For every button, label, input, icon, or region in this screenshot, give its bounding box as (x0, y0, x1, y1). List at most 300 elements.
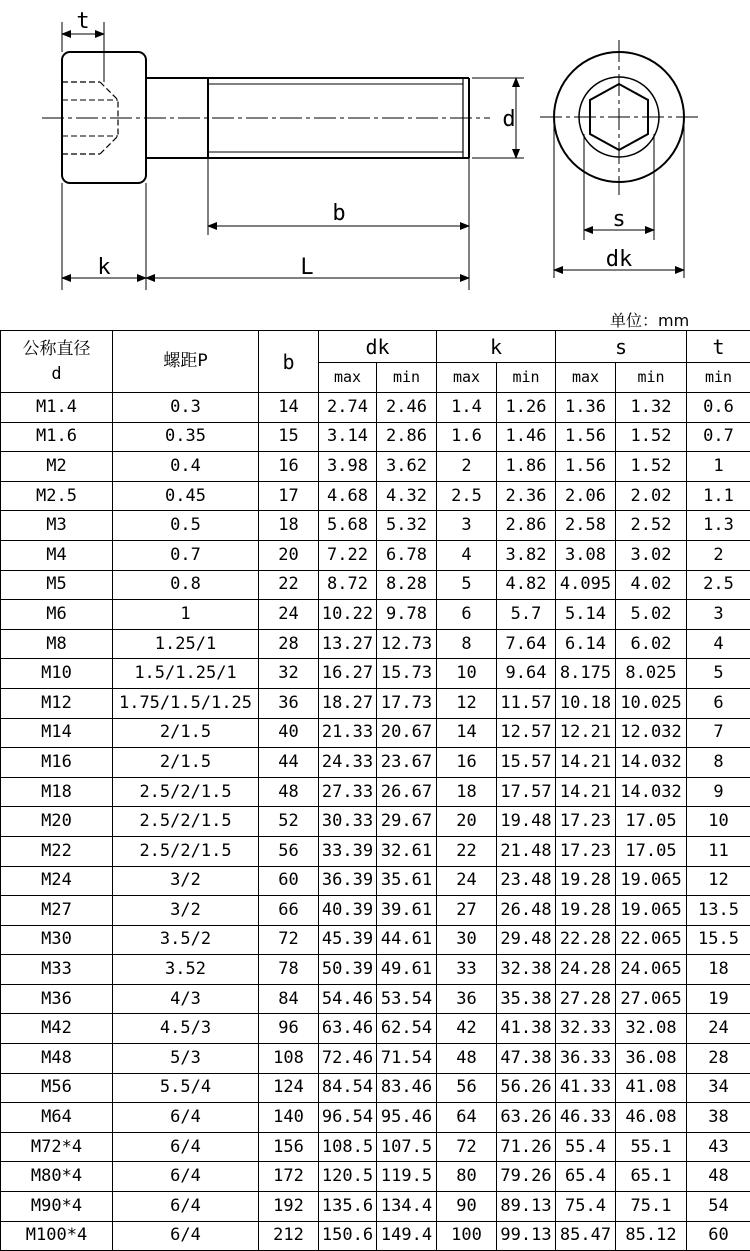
cell-s-max: 41.33 (556, 1073, 616, 1103)
cell-s-max: 3.08 (556, 540, 616, 570)
cell-b: 24 (259, 600, 319, 630)
cell-b: 17 (259, 481, 319, 511)
cell-k-min: 35.38 (497, 984, 556, 1014)
table-row (1, 836, 750, 866)
cell-size: M12 (1, 688, 113, 718)
table-row (1, 1014, 750, 1044)
cell-b: 78 (259, 955, 319, 985)
cell-size: M2 (1, 452, 113, 482)
cell-dk-max: 72.46 (319, 1044, 377, 1074)
table-row (1, 925, 750, 955)
cell-size: M33 (1, 955, 113, 985)
cell-t-min: 24 (687, 1014, 750, 1044)
cell-dk-min: 32.61 (377, 836, 437, 866)
cell-dk-min: 4.32 (377, 481, 437, 511)
spec-table (0, 330, 750, 1251)
table-row (1, 540, 750, 570)
cell-k-max: 5 (437, 570, 497, 600)
cell-k-min: 9.64 (497, 659, 556, 689)
dim-label-t: t (76, 9, 89, 34)
table-row (1, 748, 750, 778)
cell-pitch: 3.5/2 (113, 925, 259, 955)
cell-dk-min: 12.73 (377, 629, 437, 659)
cell-size: M2.5 (1, 481, 113, 511)
table-row (1, 452, 750, 482)
cell-k-min: 79.26 (497, 1162, 556, 1192)
cell-s-max: 1.56 (556, 422, 616, 452)
cell-k-min: 2.36 (497, 481, 556, 511)
subheader-k-max: max (437, 363, 497, 393)
header-nominal (1, 331, 113, 393)
cell-k-min: 32.38 (497, 955, 556, 985)
cell-pitch: 4.5/3 (113, 1014, 259, 1044)
table-row (1, 1132, 750, 1162)
cell-k-max: 27 (437, 896, 497, 926)
cell-dk-min: 49.61 (377, 955, 437, 985)
cell-k-max: 12 (437, 688, 497, 718)
cell-b: 124 (259, 1073, 319, 1103)
cell-dk-min: 62.54 (377, 1014, 437, 1044)
cell-dk-max: 33.39 (319, 836, 377, 866)
cell-b: 52 (259, 807, 319, 837)
subheader-s-max: max (556, 363, 616, 393)
cell-pitch: 6/4 (113, 1162, 259, 1192)
table-row (1, 422, 750, 452)
header-nominal-label: 公称直径 (23, 339, 91, 359)
cell-pitch: 0.45 (113, 481, 259, 511)
cell-size: M3 (1, 511, 113, 541)
cell-s-max: 10.18 (556, 688, 616, 718)
cell-t-min: 13.5 (687, 896, 750, 926)
cell-pitch: 2.5/2/1.5 (113, 807, 259, 837)
cell-pitch: 1.75/1.5/1.25 (113, 688, 259, 718)
cell-t-min: 12 (687, 866, 750, 896)
cell-k-max: 3 (437, 511, 497, 541)
cell-k-min: 19.48 (497, 807, 556, 837)
cell-b: 192 (259, 1192, 319, 1222)
cell-s-min: 14.032 (616, 777, 687, 807)
cell-pitch: 4/3 (113, 984, 259, 1014)
cell-k-max: 22 (437, 836, 497, 866)
cell-size: M24 (1, 866, 113, 896)
cell-t-min: 1.1 (687, 481, 750, 511)
cell-k-min: 21.48 (497, 836, 556, 866)
cell-t-min: 15.5 (687, 925, 750, 955)
cell-pitch: 6/4 (113, 1192, 259, 1222)
cell-t-min: 0.7 (687, 422, 750, 452)
cell-t-min: 48 (687, 1162, 750, 1192)
cell-k-min: 2.86 (497, 511, 556, 541)
cell-pitch: 6/4 (113, 1132, 259, 1162)
header-t: t (687, 331, 750, 363)
cell-k-max: 100 (437, 1221, 497, 1251)
cell-s-min: 17.05 (616, 807, 687, 837)
cell-b: 16 (259, 452, 319, 482)
cell-b: 156 (259, 1132, 319, 1162)
subheader-dk-min: min (377, 363, 437, 393)
cell-size: M1.4 (1, 393, 113, 423)
cell-t-min: 54 (687, 1192, 750, 1222)
cell-size: M27 (1, 896, 113, 926)
cell-size: M30 (1, 925, 113, 955)
cell-s-max: 2.06 (556, 481, 616, 511)
table-row (1, 1103, 750, 1133)
cell-pitch: 0.35 (113, 422, 259, 452)
cell-s-min: 32.08 (616, 1014, 687, 1044)
cell-dk-min: 26.67 (377, 777, 437, 807)
cell-s-min: 1.52 (616, 452, 687, 482)
cell-b: 212 (259, 1221, 319, 1251)
cell-k-max: 64 (437, 1103, 497, 1133)
cell-s-max: 12.21 (556, 718, 616, 748)
cell-s-max: 27.28 (556, 984, 616, 1014)
cell-b: 172 (259, 1162, 319, 1192)
cell-t-min: 2.5 (687, 570, 750, 600)
cell-pitch: 0.7 (113, 540, 259, 570)
cell-dk-max: 8.72 (319, 570, 377, 600)
cell-k-min: 3.82 (497, 540, 556, 570)
cell-dk-max: 150.6 (319, 1221, 377, 1251)
cell-size: M90*4 (1, 1192, 113, 1222)
cell-s-max: 2.58 (556, 511, 616, 541)
header-row (1, 331, 750, 363)
cell-dk-max: 108.5 (319, 1132, 377, 1162)
table-row (1, 688, 750, 718)
cell-s-min: 4.02 (616, 570, 687, 600)
table-row (1, 1073, 750, 1103)
cell-t-min: 43 (687, 1132, 750, 1162)
cell-s-max: 14.21 (556, 777, 616, 807)
cell-dk-min: 53.54 (377, 984, 437, 1014)
cell-pitch: 0.8 (113, 570, 259, 600)
cell-size: M1.6 (1, 422, 113, 452)
cell-s-min: 1.32 (616, 393, 687, 423)
header-b: b (259, 331, 319, 393)
cell-k-max: 16 (437, 748, 497, 778)
bolt-end-view (540, 40, 698, 278)
cell-dk-min: 8.28 (377, 570, 437, 600)
cell-k-min: 89.13 (497, 1192, 556, 1222)
cell-pitch: 1.5/1.25/1 (113, 659, 259, 689)
cell-size: M72*4 (1, 1132, 113, 1162)
cell-dk-max: 45.39 (319, 925, 377, 955)
cell-k-max: 24 (437, 866, 497, 896)
cell-t-min: 6 (687, 688, 750, 718)
cell-s-min: 27.065 (616, 984, 687, 1014)
table-row (1, 600, 750, 630)
table-row (1, 896, 750, 926)
cell-dk-max: 63.46 (319, 1014, 377, 1044)
cell-t-min: 38 (687, 1103, 750, 1133)
cell-dk-max: 3.98 (319, 452, 377, 482)
table-row (1, 866, 750, 896)
cell-dk-min: 6.78 (377, 540, 437, 570)
cell-s-max: 32.33 (556, 1014, 616, 1044)
cell-b: 20 (259, 540, 319, 570)
cell-k-min: 71.26 (497, 1132, 556, 1162)
cell-t-min: 34 (687, 1073, 750, 1103)
cell-k-max: 30 (437, 925, 497, 955)
cell-s-min: 65.1 (616, 1162, 687, 1192)
cell-s-max: 19.28 (556, 866, 616, 896)
cell-size: M36 (1, 984, 113, 1014)
cell-pitch: 1 (113, 600, 259, 630)
cell-b: 32 (259, 659, 319, 689)
cell-k-min: 17.57 (497, 777, 556, 807)
cell-dk-max: 54.46 (319, 984, 377, 1014)
cell-size: M16 (1, 748, 113, 778)
cell-dk-max: 120.5 (319, 1162, 377, 1192)
cell-b: 15 (259, 422, 319, 452)
cell-k-min: 1.46 (497, 422, 556, 452)
cell-s-min: 6.02 (616, 629, 687, 659)
cell-s-max: 6.14 (556, 629, 616, 659)
cell-pitch: 5/3 (113, 1044, 259, 1074)
cell-s-max: 24.28 (556, 955, 616, 985)
cell-k-max: 80 (437, 1162, 497, 1192)
cell-s-min: 55.1 (616, 1132, 687, 1162)
cell-pitch: 2.5/2/1.5 (113, 777, 259, 807)
bolt-drawing (0, 0, 750, 305)
cell-b: 44 (259, 748, 319, 778)
cell-k-min: 23.48 (497, 866, 556, 896)
cell-b: 18 (259, 511, 319, 541)
cell-k-min: 1.86 (497, 452, 556, 482)
table-row (1, 807, 750, 837)
cell-size: M5 (1, 570, 113, 600)
cell-dk-max: 36.39 (319, 866, 377, 896)
cell-dk-max: 40.39 (319, 896, 377, 926)
cell-k-max: 1.4 (437, 393, 497, 423)
cell-t-min: 19 (687, 984, 750, 1014)
cell-dk-max: 18.27 (319, 688, 377, 718)
table-row (1, 511, 750, 541)
cell-dk-min: 20.67 (377, 718, 437, 748)
cell-k-min: 15.57 (497, 748, 556, 778)
cell-pitch: 6/4 (113, 1103, 259, 1133)
cell-k-min: 5.7 (497, 600, 556, 630)
cell-k-max: 18 (437, 777, 497, 807)
table-row (1, 718, 750, 748)
cell-pitch: 5.5/4 (113, 1073, 259, 1103)
cell-pitch: 0.3 (113, 393, 259, 423)
cell-s-min: 3.02 (616, 540, 687, 570)
cell-s-min: 19.065 (616, 866, 687, 896)
cell-dk-max: 16.27 (319, 659, 377, 689)
cell-size: M14 (1, 718, 113, 748)
cell-dk-min: 71.54 (377, 1044, 437, 1074)
cell-k-min: 63.26 (497, 1103, 556, 1133)
cell-dk-max: 24.33 (319, 748, 377, 778)
cell-k-min: 4.82 (497, 570, 556, 600)
cell-pitch: 0.5 (113, 511, 259, 541)
cell-k-max: 6 (437, 600, 497, 630)
cell-k-max: 8 (437, 629, 497, 659)
cell-pitch: 0.4 (113, 452, 259, 482)
table-row (1, 481, 750, 511)
dim-label-b: b (332, 201, 345, 226)
cell-k-min: 1.26 (497, 393, 556, 423)
cell-dk-max: 96.54 (319, 1103, 377, 1133)
table-row (1, 393, 750, 423)
cell-k-min: 99.13 (497, 1221, 556, 1251)
cell-dk-min: 44.61 (377, 925, 437, 955)
cell-dk-min: 149.4 (377, 1221, 437, 1251)
cell-dk-max: 5.68 (319, 511, 377, 541)
header-s: s (556, 331, 687, 363)
cell-b: 56 (259, 836, 319, 866)
cell-t-min: 1.3 (687, 511, 750, 541)
cell-k-max: 20 (437, 807, 497, 837)
cell-dk-min: 17.73 (377, 688, 437, 718)
cell-dk-min: 29.67 (377, 807, 437, 837)
cell-dk-min: 15.73 (377, 659, 437, 689)
header-pitch: 螺距P (113, 331, 259, 393)
cell-dk-max: 2.74 (319, 393, 377, 423)
cell-s-min: 17.05 (616, 836, 687, 866)
table-row (1, 1044, 750, 1074)
cell-s-min: 19.065 (616, 896, 687, 926)
cell-dk-max: 3.14 (319, 422, 377, 452)
cell-size: M4 (1, 540, 113, 570)
cell-s-min: 10.025 (616, 688, 687, 718)
header-nominal-sub: d (51, 364, 61, 384)
cell-size: M100*4 (1, 1221, 113, 1251)
cell-b: 96 (259, 1014, 319, 1044)
cell-s-min: 85.12 (616, 1221, 687, 1251)
table-row (1, 570, 750, 600)
cell-pitch: 2/1.5 (113, 748, 259, 778)
cell-dk-min: 5.32 (377, 511, 437, 541)
cell-b: 28 (259, 629, 319, 659)
cell-s-min: 24.065 (616, 955, 687, 985)
cell-pitch: 3/2 (113, 896, 259, 926)
cell-k-max: 4 (437, 540, 497, 570)
cell-t-min: 18 (687, 955, 750, 985)
cell-k-max: 56 (437, 1073, 497, 1103)
table-row (1, 955, 750, 985)
cell-k-min: 41.38 (497, 1014, 556, 1044)
cell-s-max: 17.23 (556, 836, 616, 866)
cell-t-min: 1 (687, 452, 750, 482)
cell-s-min: 75.1 (616, 1192, 687, 1222)
cell-s-max: 4.095 (556, 570, 616, 600)
cell-k-min: 26.48 (497, 896, 556, 926)
cell-k-max: 10 (437, 659, 497, 689)
cell-b: 140 (259, 1103, 319, 1133)
cell-size: M20 (1, 807, 113, 837)
cell-size: M48 (1, 1044, 113, 1074)
cell-t-min: 28 (687, 1044, 750, 1074)
cell-k-min: 11.57 (497, 688, 556, 718)
dim-label-d: d (502, 107, 515, 132)
cell-dk-max: 10.22 (319, 600, 377, 630)
cell-pitch: 6/4 (113, 1221, 259, 1251)
unit-label: 单位：mm (610, 308, 689, 331)
cell-size: M80*4 (1, 1162, 113, 1192)
cell-k-max: 72 (437, 1132, 497, 1162)
cell-s-max: 22.28 (556, 925, 616, 955)
cell-s-max: 85.47 (556, 1221, 616, 1251)
cell-k-min: 29.48 (497, 925, 556, 955)
cell-s-min: 22.065 (616, 925, 687, 955)
cell-s-max: 14.21 (556, 748, 616, 778)
subheader-dk-max: max (319, 363, 377, 393)
cell-b: 22 (259, 570, 319, 600)
cell-k-min: 47.38 (497, 1044, 556, 1074)
table-row (1, 1192, 750, 1222)
cell-s-min: 8.025 (616, 659, 687, 689)
cell-s-min: 5.02 (616, 600, 687, 630)
subheader-t-min: min (687, 363, 750, 393)
cell-s-min: 2.02 (616, 481, 687, 511)
cell-pitch: 1.25/1 (113, 629, 259, 659)
table-row (1, 777, 750, 807)
cell-size: M10 (1, 659, 113, 689)
cell-s-max: 8.175 (556, 659, 616, 689)
cell-size: M8 (1, 629, 113, 659)
cell-pitch: 2/1.5 (113, 718, 259, 748)
table-row (1, 984, 750, 1014)
table-row (1, 629, 750, 659)
cell-s-max: 17.23 (556, 807, 616, 837)
cell-dk-max: 50.39 (319, 955, 377, 985)
cell-b: 14 (259, 393, 319, 423)
dim-label-s: s (612, 207, 625, 232)
cell-pitch: 2.5/2/1.5 (113, 836, 259, 866)
cell-dk-min: 2.46 (377, 393, 437, 423)
dim-label-dk: dk (606, 247, 633, 272)
cell-s-min: 14.032 (616, 748, 687, 778)
cell-k-max: 14 (437, 718, 497, 748)
cell-b: 48 (259, 777, 319, 807)
cell-s-max: 5.14 (556, 600, 616, 630)
cell-s-max: 36.33 (556, 1044, 616, 1074)
cell-s-max: 1.36 (556, 393, 616, 423)
cell-dk-max: 7.22 (319, 540, 377, 570)
cell-b: 60 (259, 866, 319, 896)
cell-t-min: 10 (687, 807, 750, 837)
cell-s-min: 36.08 (616, 1044, 687, 1074)
cell-k-min: 7.64 (497, 629, 556, 659)
cell-k-max: 33 (437, 955, 497, 985)
dim-label-k: k (97, 255, 110, 280)
subheader-k-min: min (497, 363, 556, 393)
cell-size: M64 (1, 1103, 113, 1133)
cell-k-max: 36 (437, 984, 497, 1014)
cell-t-min: 5 (687, 659, 750, 689)
cell-dk-min: 134.4 (377, 1192, 437, 1222)
cell-s-min: 2.52 (616, 511, 687, 541)
cell-t-min: 8 (687, 748, 750, 778)
cell-t-min: 9 (687, 777, 750, 807)
cell-dk-min: 23.67 (377, 748, 437, 778)
subheader-s-min: min (616, 363, 687, 393)
cell-s-min: 41.08 (616, 1073, 687, 1103)
cell-s-max: 55.4 (556, 1132, 616, 1162)
cell-dk-min: 119.5 (377, 1162, 437, 1192)
cell-dk-min: 2.86 (377, 422, 437, 452)
cell-dk-max: 84.54 (319, 1073, 377, 1103)
cell-t-min: 7 (687, 718, 750, 748)
cell-t-min: 11 (687, 836, 750, 866)
cell-s-max: 46.33 (556, 1103, 616, 1133)
cell-b: 108 (259, 1044, 319, 1074)
dim-label-L: L (300, 255, 313, 280)
cell-dk-min: 83.46 (377, 1073, 437, 1103)
cell-k-max: 2 (437, 452, 497, 482)
cell-size: M22 (1, 836, 113, 866)
